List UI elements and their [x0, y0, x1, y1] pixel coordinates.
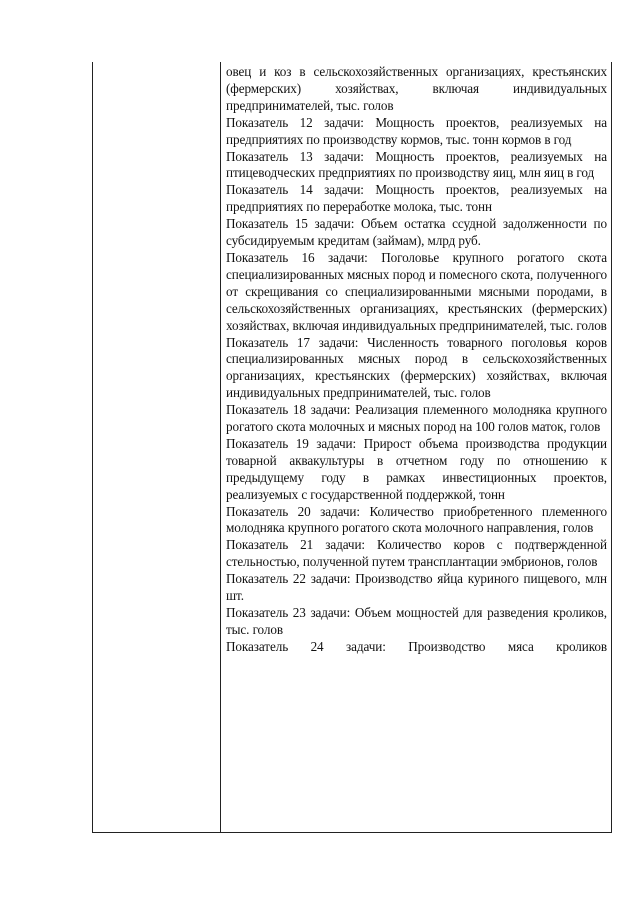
indicators-table — [92, 62, 612, 833]
indicator-paragraph: овец и коз в сельскохозяйственных организациях, крестьянских (фермерских) хозяйствах, включая индивидуальных предпринимателей, тыс. голов — [226, 64, 607, 113]
indicator-paragraph: Показатель 14 задачи: Мощность проектов, реализуемых на предприятиях по переработке молока, тыс. тонн — [226, 182, 607, 215]
indicator-paragraph: Показатель 19 задачи: Прирост объема производства продукции товарной аквакультуры в отчетном году по отношению к предыдущему году в рамках инвестиционных проектов, реализуемых с государственной поддержкой, тонн — [226, 435, 607, 502]
indicator-paragraph: Показатель 17 задачи: Численность товарного поголовья коров специализированных мясных пород в сельскохозяйственных организациях, крестьянских (фермерских) хозяйствах, включая индивидуальных предпринимателей, тыс. голов — [226, 334, 607, 401]
indicator-paragraph: Показатель 21 задачи: Количество коров с подтвержденной стельностью, полученной путем трансплантации эмбрионов, голов — [226, 537, 607, 570]
indicator-paragraph: Показатель 23 задачи: Объем мощностей для разведения кроликов, тыс. голов — [226, 605, 607, 637]
indicator-paragraph: Показатель 22 задачи: Производство яйца куриного пищевого, млн шт. — [226, 571, 607, 604]
indicator-paragraph: Показатель 16 задачи: Поголовье крупного рогатого скота специализированных мясных пород и помесного скота, полученного от скрещивания со специализированными мясными породами, в сельскохозяйственных организациях, крестьянских (фермерских) хозяйствах, включая индивидуальных предпринимателей, тыс. голов — [226, 249, 607, 333]
indicator-paragraph: Показатель 12 задачи: Мощность проектов, реализуемых на предприятиях по производству кормов, тыс. тонн кормов в год — [226, 114, 607, 147]
indicator-paragraph: Показатель 18 задачи: Реализация племенного молодняка крупного рогатого скота молочных и мясных пород на 100 голов маток, голов — [226, 402, 607, 435]
indicator-paragraph: Показатель 15 задачи: Объем остатка ссудной задолженности по субсидируемым кредитам (займам), млрд руб. — [226, 216, 607, 249]
indicator-paragraph: Показатель 13 задачи: Мощность проектов, реализуемых на птицеводческих предприятиях по производству яиц, млн яиц в год — [226, 148, 607, 181]
indicator-paragraph: Показатель 20 задачи: Количество приобретенного племенного молодняка крупного рогатого скота молочного направления, голов — [226, 503, 607, 536]
table-left-cell — [93, 62, 220, 832]
table-right-cell — [226, 64, 607, 829]
column-divider — [220, 62, 221, 832]
indicator-paragraph: Показатель 24 задачи: Производство мяса кроликов — [226, 638, 607, 654]
